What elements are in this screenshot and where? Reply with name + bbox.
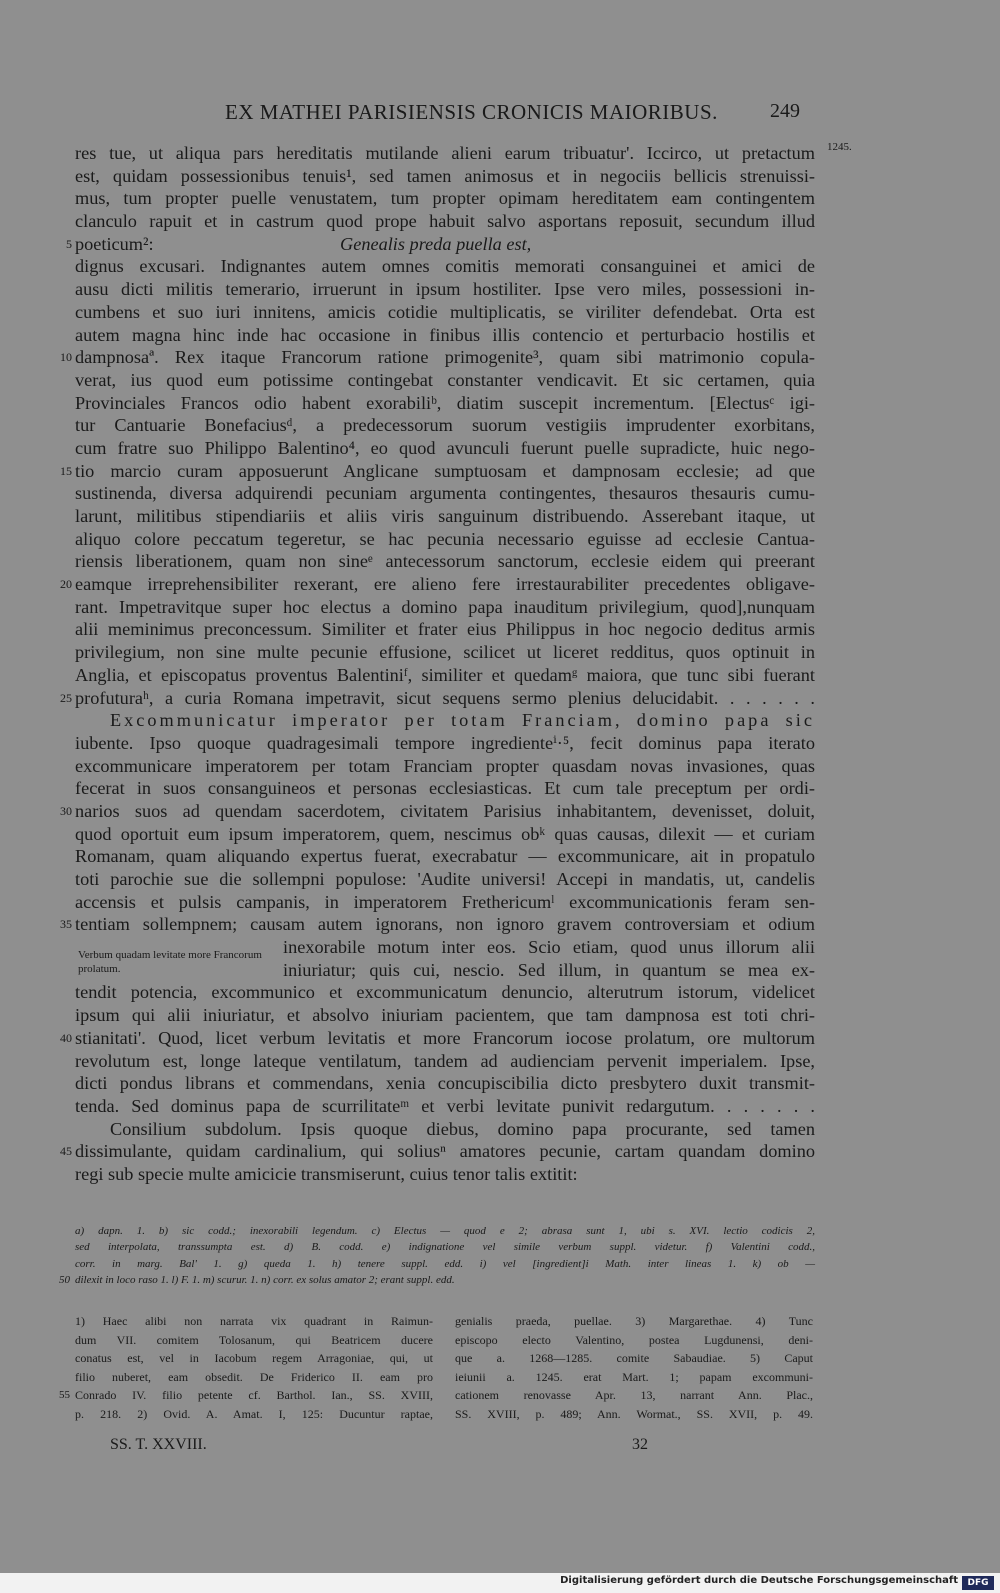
text-line: toti parochie sue die sollempni populose: 'Audite universi! Accepi in mandatis, ut, candelis	[75, 869, 815, 889]
footnote-line: ieiunii a. 1245. erat Mart. 1; papam excommuni-	[455, 1369, 813, 1384]
text-line: excommunicare imperatorem per totam Franciam propter quasdam novas invasiones, quas	[75, 755, 815, 776]
footnote-line: filio nuberet, eam obsedit. De Friderico II. eam pro	[75, 1369, 433, 1384]
text-line-content: profuturaʰ, a curia Romana impetravit, sicut sequens sermo plenius delucidabit. . . . . . .	[75, 687, 815, 708]
text-line	[60, 913, 815, 936]
footnote-line: cationem renovasse Apr. 13, narrant Ann. Plac.,	[455, 1388, 813, 1402]
apparatus-line: a) dapn. 1. b) sic codd.; inexorabili legendum. c) Electus — quod e 2; abrasa sunt 1, ubi s. XVI. lectio codicis 2,	[75, 1225, 815, 1237]
text-line: dicti pondus librans et commendans, xenia concupiscibilia dicto presbytero duxit transmit-	[75, 1073, 815, 1094]
line-number: 20	[60, 577, 72, 592]
text-line: inexorabile motum inter eos. Scio etiam, quod unus illorum alii	[283, 937, 815, 958]
text-line: rant. Impetravitque super hoc electus a domino papa inauditum privilegium, quod],nunquam	[75, 596, 815, 617]
text-line: Romanam, quam aliquando expertus fuerat, execrabatur — excommunicare, ait in propatulo	[75, 846, 815, 867]
footnotes-right-column	[455, 1312, 813, 1423]
text-line	[60, 460, 815, 483]
text-line: cumbens et suo iuri innitens, amicis cotidie multiplicatis, se viriliter defendebat. Orta est	[75, 301, 815, 322]
text-line: aliquo colore peccatum tegeretur, se hac pecunia necessario eguisse ad ecclesie Cantua-	[75, 528, 815, 549]
text-line: quod oportuit eum ipsum imperatorem, quem, nescimus obᵏ quas causas, dilexit — et curiam	[75, 823, 815, 844]
text-line: ipsum qui alii iniuriatur, et absolvo iniuriam pacientem, que tam dampnosa est toti chri-	[75, 1005, 815, 1026]
text-line: iubente. Ipso quoque quadragesimali tempore ingredienteⁱ·⁵, fecit dominus papa iterato	[75, 732, 815, 753]
apparatus-line: sed interpolata, transsumpta est. d) B. codd. e) indignatione vel simile verbum suppl. videtur. f) Valentini codd.,	[75, 1241, 815, 1254]
line-number: 55	[59, 1389, 70, 1401]
text-line: mus, tum propter puelle venustatem, tum propter opimam hereditatem eam contingentem	[75, 188, 815, 209]
text-line-content: narios suos ad quendam sacerdotem, civitatem Parisius inhabitantem, devenisset, doluit,	[75, 800, 815, 821]
footnote-line: p. 218. 2) Ovid. A. Amat. I, 125: Ducuntur raptae,	[75, 1406, 433, 1421]
body-text	[60, 142, 815, 1186]
text-line: fecerat in suos consanguineos et personas ecclesiasticas. Et cum tale preceptum per ordi-	[75, 778, 815, 799]
text-line	[60, 687, 815, 710]
text-line: cum fratre suo Philippo Balentino⁴, eo quod avunculi fuerunt puelle supradicte, huic nego-	[75, 437, 815, 458]
line-number: 25	[60, 690, 72, 705]
footnote-line: que a. 1268—1285. comite Sabaudiae. 5) Caput	[455, 1351, 813, 1365]
text-line: est, quidam possessionibus tenuis¹, sed tamen animosus et in negociis bellicis strenuissi-	[75, 165, 815, 186]
footnotes-left-column	[59, 1312, 433, 1423]
sheet-number: 32	[632, 1436, 648, 1453]
text-line: Provinciales Francos odio habent exorabiliᵇ, diatim suscepit incrementum. [Electusᶜ igi-	[75, 392, 815, 413]
verse-intro: poeticum²:	[75, 233, 154, 254]
text-line: sustinenda, diversa adquirendi pecuniam argumenta contingentes, thesauros thesauris cumu-	[75, 483, 815, 504]
text-line: tur Cantuarie Bonefaciusᵈ, a predecessorum suorum vestigiis imprudenter exorbitans,	[75, 415, 815, 436]
text-line	[60, 1140, 815, 1163]
text-line	[60, 1027, 815, 1050]
line-number: 50	[59, 1273, 70, 1286]
text-line-content: tentiam sollempnem; causam autem ignorans, non ignoro gravem controversiam et odium	[75, 914, 815, 935]
text-line: accensis et pulsis campanis, in imperatorem Frethericumˡ excommunicationis feram sen-	[75, 891, 815, 912]
text-line-content: tio marcio curam apposuerunt Anglicane sumptuosam et dampnosam ecclesie; ad que	[75, 460, 815, 481]
running-title: EX MATHEI PARISIENSIS CRONICIS MAIORIBUS.	[225, 100, 718, 124]
text-line-content: dissimulante, quidam cardinalium, qui soliusⁿ amatores pecunie, cartam quandam domino	[75, 1141, 815, 1162]
text-line: revolutum est, longe lateque ventilatum, tandem ad audienciam pervenit imperialem. Ipse,	[75, 1050, 815, 1071]
section-heading-line: Excommunicatur imperator per totam Franciam, domino papa sic	[110, 710, 815, 731]
text-line: dignus excusari. Indignantes autem omnes comitis memorati consanguinei et amici de	[75, 256, 815, 277]
footnote-line-content: Conrado IV. filio petente cf. Barthol. Ian., SS. XVIII,	[75, 1388, 433, 1402]
text-line	[60, 573, 815, 596]
text-line: ausu dicti militis temerario, irruerunt in ipsum hostiliter. Ipse vero miles, possessioni in-	[75, 279, 815, 300]
apparatus-line-content: dilexit in loco raso 1. l) F. 1. m) scurur. 1. n) corr. ex solus amator 2; erant suppl. edd.	[75, 1273, 455, 1286]
footnote-line: genialis praeda, puellae. 3) Margarethae. 4) Tunc	[455, 1314, 813, 1328]
signature-mark: SS. T. XXVIII.	[110, 1436, 207, 1453]
text-line-content: stianitati'. Quod, licet verbum levitatis et more Francorum iocose prolatum, ore multorum	[75, 1027, 815, 1048]
line-number: 10	[60, 350, 72, 365]
text-line	[60, 800, 815, 823]
dfg-logo: DFG	[962, 1576, 994, 1590]
text-line	[60, 346, 815, 369]
footnote-line	[59, 1386, 433, 1405]
page-number: 249	[770, 100, 800, 122]
line-number: 40	[60, 1030, 72, 1045]
footnote-line: dum VII. comitem Tolosanum, qui Beatricem ducere	[75, 1332, 433, 1347]
section-heading-line: Consilium subdolum. Ipsis quoque diebus, domino papa procurante, sed tamen	[110, 1118, 815, 1139]
text-line: verat, ius quod eum potissime contingebat constanter vendicavit. Et sic certamen, quia	[75, 369, 815, 390]
text-line: tendit potencia, excommunico et excommunicatum denuncio, alterutrum istorum, videlicet	[75, 982, 815, 1003]
line-number: 45	[60, 1144, 72, 1159]
text-line	[66, 233, 815, 256]
footnotes	[59, 1312, 815, 1422]
text-line: larunt, militibus stipendiariis et aliis viris sanguinum distribuendo. Asserebant itaque, ut	[75, 506, 815, 526]
footnote-line: conatus est, vel in Iacobum regem Arragoniae, qui, ut	[75, 1351, 433, 1365]
line-number: 30	[60, 803, 72, 818]
side-margin-note: Verbum quadam levitate more Francorum prolatum.	[78, 949, 262, 975]
text-line: Anglia, et episcopatus proventus Balentiniᶠ, similiter et quedamᵍ maiora, que tunc sibi fuerant	[75, 664, 815, 685]
apparatus-line	[59, 1272, 815, 1288]
apparatus-line: corr. in marg. Bal' 1. g) queda 1. h) tenere suppl. edd. i) vel [ingredient]i Math. inter lineas 1. k) ob —	[75, 1257, 815, 1270]
text-line: alii meminimus preconcessum. Similiter et frater eius Philippus in hoc negocio deditus armis	[75, 619, 815, 640]
text-line-content: dampnosaª. Rex itaque Francorum ratione primogenite³, quam sibi matrimonio copula-	[75, 347, 815, 368]
line-number: 5	[66, 236, 72, 251]
year-margin-note: 1245.	[827, 141, 852, 153]
text-line: clanculo rapuit et in castrum quod prope habuit salvo asportans reposuit, secundum illud	[75, 211, 815, 232]
text-line: iniuriatur; quis cui, nescio. Sed illum, in quantum se mea ex-	[283, 959, 815, 980]
text-line-content: eamque irreprehensibiliter rexerant, ere alieno fere irrestaurabiliter precedentes obligave-	[75, 574, 815, 595]
line-number: 35	[60, 917, 72, 932]
footnote-line: 1) Haec alibi non narrata vix quadrant in Raimun-	[75, 1314, 433, 1328]
text-line: res tue, ut aliqua pars hereditatis mutilande alieni earum tribuatur'. Iccirco, ut pretactum	[75, 143, 815, 163]
footer-credit: Digitalisierung gefördert durch die Deutsche Forschungsgemeinschaft	[560, 1575, 958, 1586]
text-line: regi sub specie multe amicicie transmiserunt, cuius tenor talis extitit:	[75, 1163, 578, 1184]
text-line: autem magna hinc inde hac occasione in finibus illis contencio et perturbacio hostilis et	[75, 324, 815, 345]
line-number: 15	[60, 463, 72, 478]
text-line: privilegium, non sine multe pecunie effusione, scilicet ut liceret redditus, quos optinuit in	[75, 642, 815, 663]
text-line: riensis liberationem, quam non sineᵉ antecessorum sanctorum, ecclesie eidem qui preerant	[75, 551, 815, 572]
verse-quotation: Genealis preda puella est,	[340, 233, 532, 254]
footnote-line: episcopo electo Valentino, postea Lugdunensi, deni-	[455, 1332, 813, 1347]
digitization-footer	[0, 1573, 1000, 1593]
running-head	[0, 100, 1000, 126]
text-line: tenda. Sed dominus papa de scurrilitateᵐ et verbi levitate punivit redargutum. . . . . . .	[75, 1095, 815, 1116]
critical-apparatus	[59, 1223, 815, 1288]
footnote-line: SS. XVIII, p. 489; Ann. Wormat., SS. XVII, p. 49.	[455, 1406, 813, 1421]
